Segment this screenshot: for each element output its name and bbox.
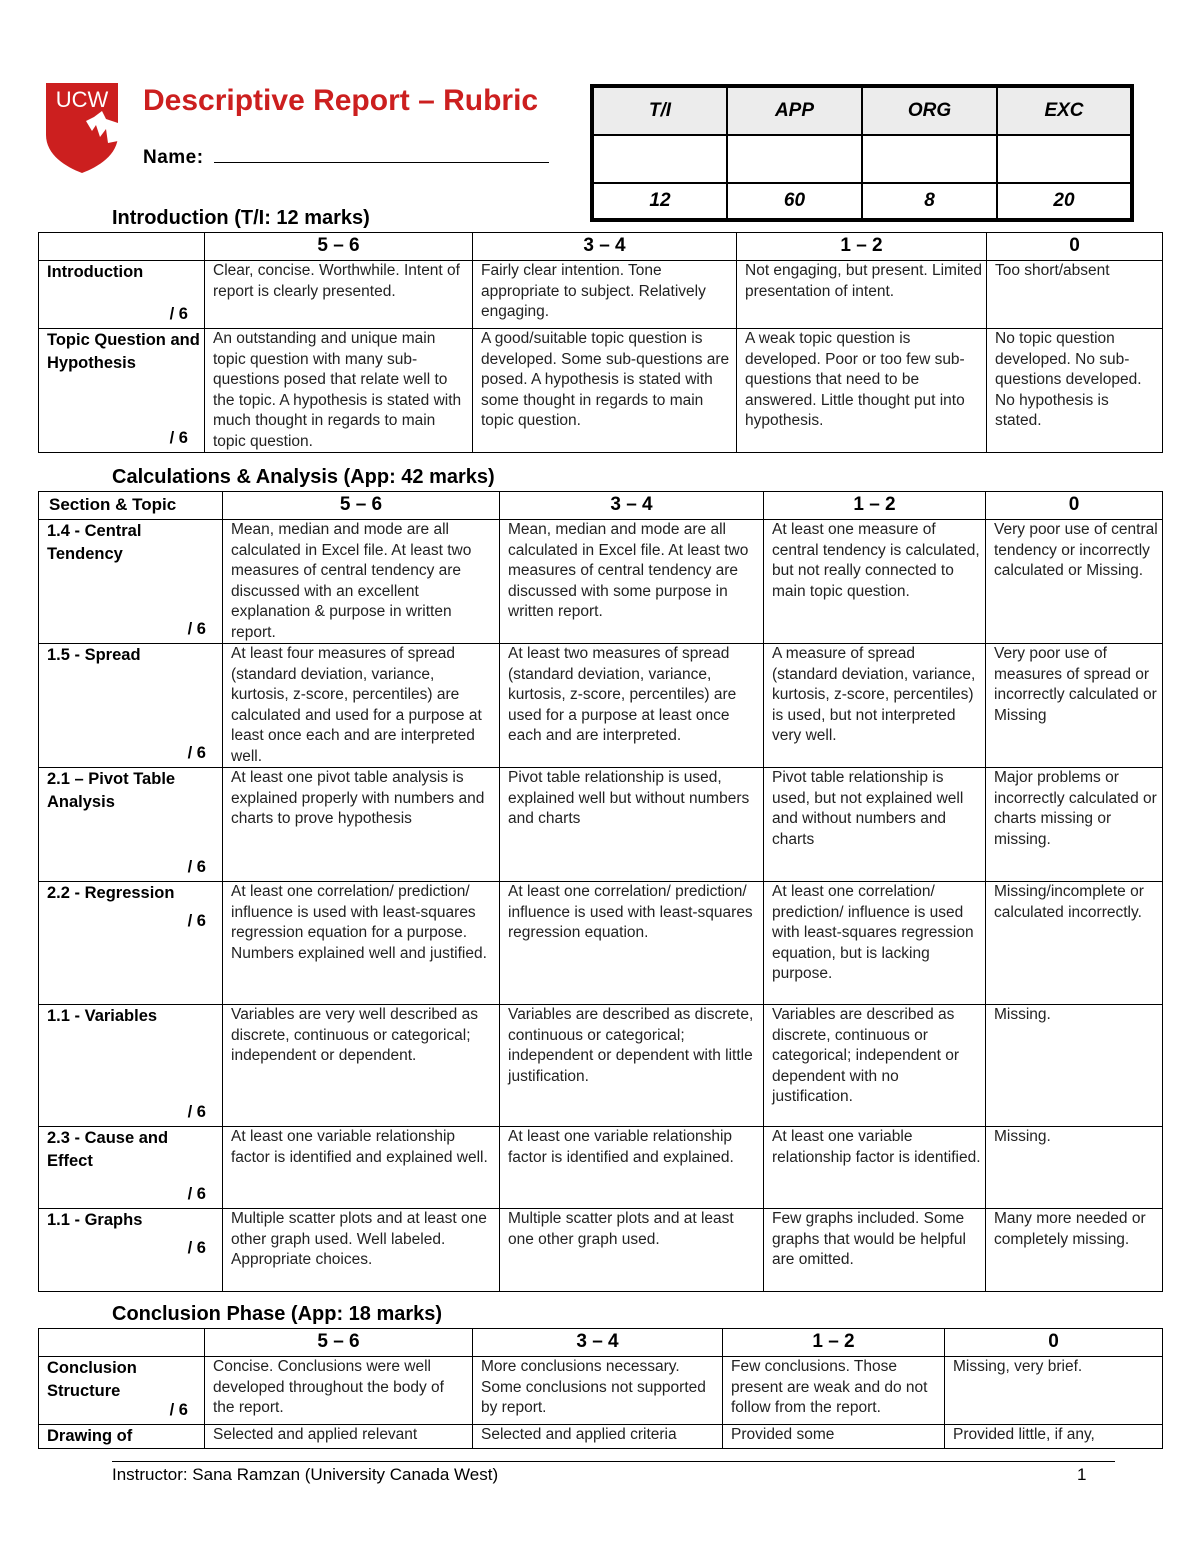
table-row <box>39 1005 1163 1127</box>
level-description: Very poor use of measures of spread or incorrectly calculated or Missing <box>986 644 1163 768</box>
level-description: A good/suitable topic question is developed. Some sub-questions are posed. A hypothesis is stated with some thought in regards to main topic question. <box>473 329 737 453</box>
criterion-label: Drawing of <box>39 1425 205 1449</box>
level-description: Variables are described as discrete, continuous or categorical; independent or dependent with no justification. <box>764 1005 986 1127</box>
table-row <box>39 644 1163 768</box>
score-entry-ti[interactable] <box>592 135 727 183</box>
level-description: No topic question developed. No sub-questions developed. No hypothesis is stated. <box>987 329 1163 453</box>
score-header-ti: T/I <box>592 86 727 135</box>
column-header: 1 – 2 <box>737 233 987 261</box>
criterion-label: Introduction / 6 <box>39 261 205 329</box>
score-slot[interactable]: / 6 <box>187 743 206 762</box>
ucw-logo <box>46 83 118 173</box>
level-description: Few conclusions. Those present are weak and do not follow from the report. <box>723 1357 945 1425</box>
level-description: Mean, median and mode are all calculated in Excel file. At least two measures of central tendency are discussed with an excellent explanation & purpose in written report. <box>223 520 500 644</box>
level-description: Concise. Conclusions were well developed throughout the body of the report. <box>205 1357 473 1425</box>
score-slot[interactable]: / 6 <box>169 1400 188 1419</box>
footer-instructor: Instructor: Sana Ramzan (University Canada West) <box>112 1465 499 1484</box>
column-header: 0 <box>986 492 1163 520</box>
criterion-label: 1.4 - Central Tendency / 6 <box>39 520 223 644</box>
calc-heading: Calculations & Analysis (App: 42 marks) <box>112 466 495 488</box>
table-row <box>39 1127 1163 1209</box>
criterion-label: 1.5 - Spread / 6 <box>39 644 223 768</box>
level-description: Selected and applied relevant <box>205 1425 473 1449</box>
table-row <box>39 1425 1163 1449</box>
criterion-label: Conclusion Structure / 6 <box>39 1357 205 1425</box>
conclusion-heading: Conclusion Phase (App: 18 marks) <box>112 1303 443 1325</box>
level-description: At least one correlation/ prediction/ influence is used with least-squares regression equation. <box>500 882 764 1005</box>
score-slot[interactable]: / 6 <box>169 304 188 323</box>
column-header: 1 – 2 <box>764 492 986 520</box>
table-row <box>39 520 1163 644</box>
level-description: Pivot table relationship is used, but not explained well and without numbers and charts <box>764 768 986 882</box>
score-entry-app[interactable] <box>727 135 862 183</box>
level-description: Many more needed or completely missing. <box>986 1209 1163 1292</box>
column-header: 3 – 4 <box>473 233 737 261</box>
score-slot[interactable]: / 6 <box>187 1102 206 1121</box>
score-slot[interactable]: / 6 <box>187 857 206 876</box>
level-description: Selected and applied criteria <box>473 1425 723 1449</box>
level-description: At least one variable relationship factor is identified and explained well. <box>223 1127 500 1209</box>
score-slot[interactable]: / 6 <box>187 1239 206 1257</box>
level-description: At least two measures of spread (standard deviation, variance, kurtosis, z-score, percentiles) are used for a purpose at least once each and are interpreted. <box>500 644 764 768</box>
table-row <box>39 1209 1163 1292</box>
level-description: At least one correlation/ prediction/ influence is used with least-squares regression equation, but is lacking purpose. <box>764 882 986 1005</box>
level-description: At least one variable relationship factor is identified and explained. <box>500 1127 764 1209</box>
column-header: 3 – 4 <box>473 1329 723 1357</box>
table-row <box>39 1357 1163 1425</box>
score-header-exc: EXC <box>997 86 1132 135</box>
level-description: At least four measures of spread (standard deviation, variance, kurtosis, z-score, percentiles) are calculated and used for a purpose at least once each and are interpreted well. <box>223 644 500 768</box>
score-entry-exc[interactable] <box>997 135 1132 183</box>
name-field-row <box>143 146 549 169</box>
intro-heading: Introduction (T/I: 12 marks) <box>112 207 370 229</box>
level-description: Mean, median and mode are all calculated in Excel file. At least two measures of central tendency are discussed with some purpose in written report. <box>500 520 764 644</box>
score-slot[interactable]: / 6 <box>187 619 206 638</box>
score-header-org: ORG <box>862 86 997 135</box>
level-description: More conclusions necessary. Some conclusions not supported by report. <box>473 1357 723 1425</box>
level-description: Major problems or incorrectly calculated or charts missing or missing. <box>986 768 1163 882</box>
level-description: Variables are described as discrete, continuous or categorical; independent or dependent with little justification. <box>500 1005 764 1127</box>
criterion-label: 2.1 – Pivot Table Analysis / 6 <box>39 768 223 882</box>
level-description: Few graphs included. Some graphs that would be helpful are omitted. <box>764 1209 986 1292</box>
level-description: At least one correlation/ prediction/ influence is used with least-squares regression equation for a purpose. Numbers explained well and justified. <box>223 882 500 1005</box>
level-description: Pivot table relationship is used, explained well but without numbers and charts <box>500 768 764 882</box>
criterion-label: 2.2 - Regression / 6 <box>39 882 223 1005</box>
level-description: An outstanding and unique main topic question with many sub-questions posed that relate well to the topic. A hypothesis is stated with much thought in regards to main topic question. <box>205 329 473 453</box>
criterion-label: 2.3 - Cause and Effect / 6 <box>39 1127 223 1209</box>
column-header <box>39 233 205 261</box>
name-underline[interactable] <box>214 146 549 163</box>
svg-text:UCW: UCW <box>55 87 109 112</box>
table-row <box>39 329 1163 453</box>
score-max-org: 8 <box>862 183 997 220</box>
score-max-ti: 12 <box>592 183 727 220</box>
column-header: 5 – 6 <box>205 233 473 261</box>
calc-rubric-table <box>38 491 1163 1292</box>
column-header: 3 – 4 <box>500 492 764 520</box>
level-description: Provided little, if any, <box>945 1425 1163 1449</box>
level-description: Missing/incomplete or calculated incorrectly. <box>986 882 1163 1005</box>
intro-rubric-table <box>38 232 1163 453</box>
column-header <box>39 1329 205 1357</box>
score-slot[interactable]: / 6 <box>169 428 188 447</box>
score-max-exc: 20 <box>997 183 1132 220</box>
level-description: Variables are very well described as discrete, continuous or categorical; independent or dependent. <box>223 1005 500 1127</box>
column-header: 1 – 2 <box>723 1329 945 1357</box>
level-description: A weak topic question is developed. Poor or too few sub- questions that need to be answered. Little thought put into hypothesis. <box>737 329 987 453</box>
score-summary-table <box>590 84 1134 222</box>
level-description: Missing, very brief. <box>945 1357 1163 1425</box>
level-description: Clear, concise. Worthwhile. Intent of report is clearly presented. <box>205 261 473 329</box>
level-description: Too short/absent <box>987 261 1163 329</box>
footer-divider <box>112 1461 1115 1462</box>
score-slot[interactable]: / 6 <box>187 912 206 930</box>
table-row <box>39 882 1163 1005</box>
level-description: Fairly clear intention. Tone appropriate to subject. Relatively engaging. <box>473 261 737 329</box>
table-row <box>39 261 1163 329</box>
level-description: Not engaging, but present. Limited presentation of intent. <box>737 261 987 329</box>
table-row <box>39 768 1163 882</box>
level-description: Missing. <box>986 1127 1163 1209</box>
criterion-label: 1.1 - Variables / 6 <box>39 1005 223 1127</box>
level-description: At least one variable relationship factor is identified. <box>764 1127 986 1209</box>
conclusion-rubric-table <box>38 1328 1163 1449</box>
document-title: Descriptive Report – Rubric <box>143 84 539 117</box>
level-description: Provided some <box>723 1425 945 1449</box>
score-max-app: 60 <box>727 183 862 220</box>
page-number: 1 <box>1077 1465 1087 1484</box>
column-header: 0 <box>987 233 1163 261</box>
criterion-label: 1.1 - Graphs / 6 <box>39 1209 223 1292</box>
level-description: Multiple scatter plots and at least one other graph used. Well labeled. Appropriate choices. <box>223 1209 500 1292</box>
column-header: 5 – 6 <box>205 1329 473 1357</box>
score-header-app: APP <box>727 86 862 135</box>
level-description: At least one pivot table analysis is explained properly with numbers and charts to prove hypothesis <box>223 768 500 882</box>
score-entry-org[interactable] <box>862 135 997 183</box>
column-header: Section & Topic <box>39 492 223 520</box>
level-description: Very poor use of central tendency or incorrectly calculated or Missing. <box>986 520 1163 644</box>
column-header: 5 – 6 <box>223 492 500 520</box>
level-description: Multiple scatter plots and at least one other graph used. <box>500 1209 764 1292</box>
score-slot[interactable]: / 6 <box>187 1184 206 1203</box>
criterion-label: Topic Question and Hypothesis / 6 <box>39 329 205 453</box>
level-description: A measure of spread (standard deviation, variance, kurtosis, z-score, percentiles) is used, but not interpreted very well. <box>764 644 986 768</box>
name-label: Name: <box>143 147 204 168</box>
level-description: At least one measure of central tendency is calculated, but not really connected to main topic question. <box>764 520 986 644</box>
column-header: 0 <box>945 1329 1163 1357</box>
level-description: Missing. <box>986 1005 1163 1127</box>
